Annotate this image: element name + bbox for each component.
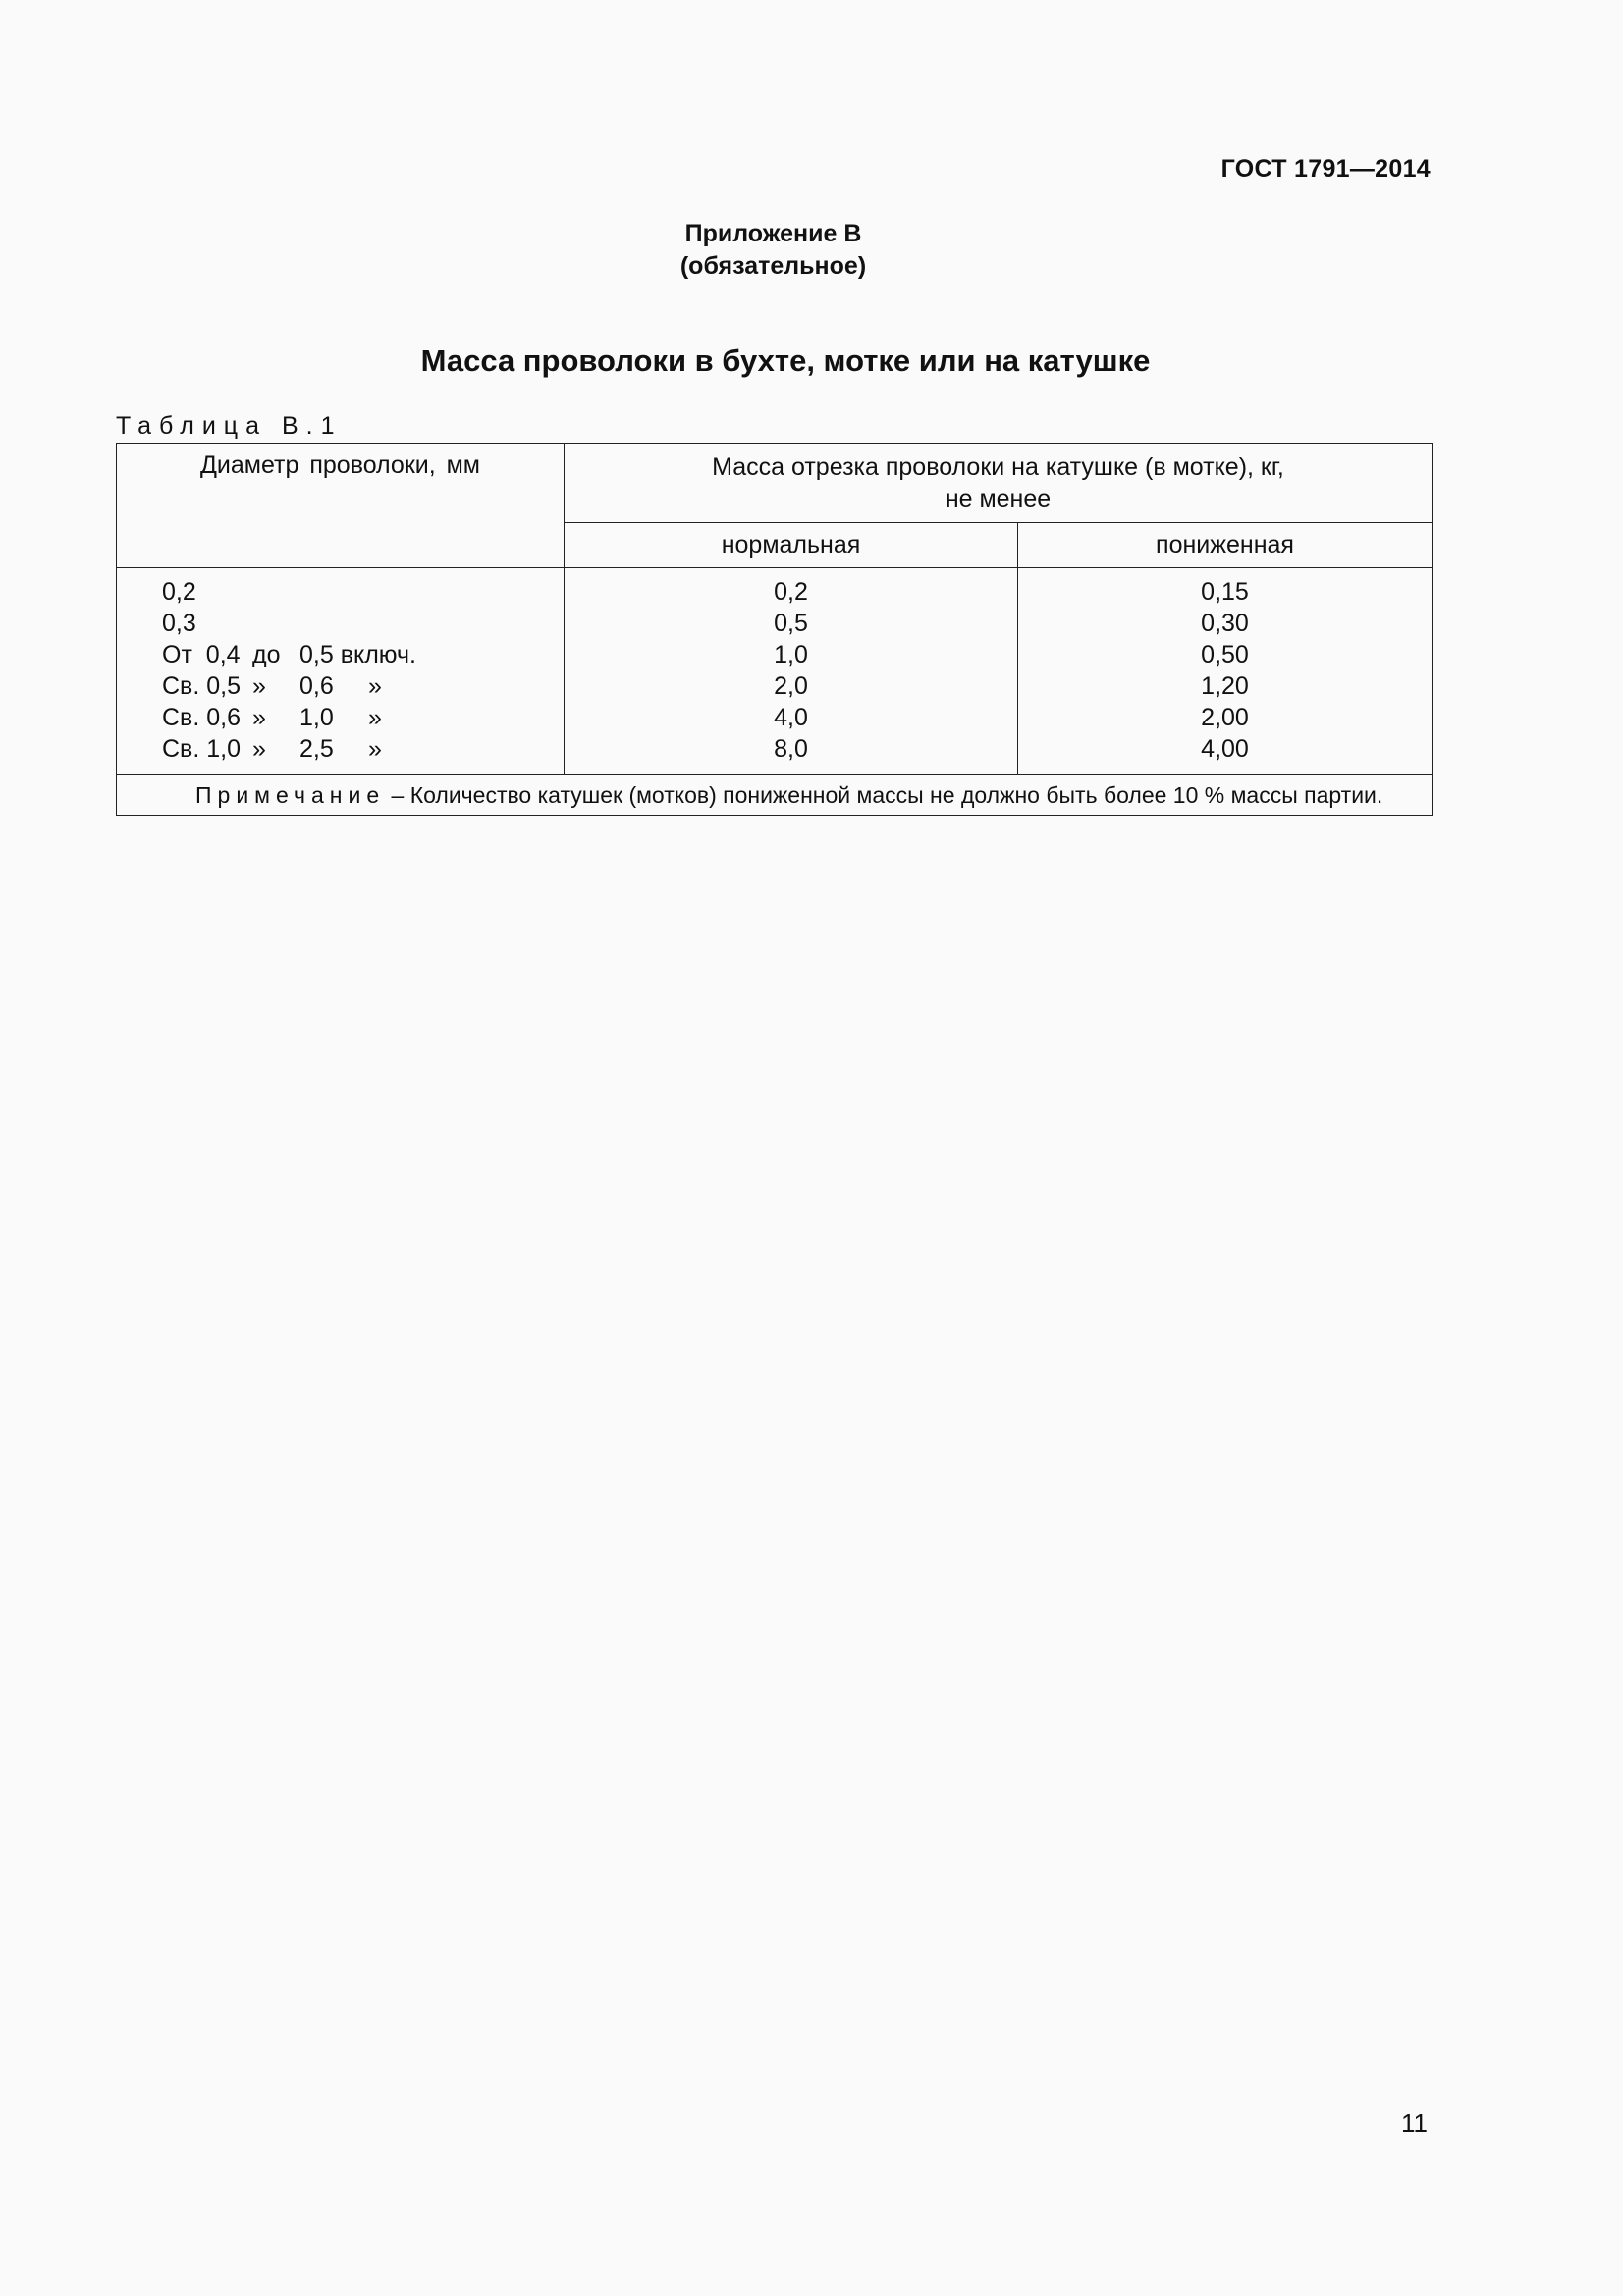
table-caption: Таблица В.1 xyxy=(116,412,343,440)
note-text: – Количество катушек (мотков) пониженной массы не должно быть более 10 % массы партии. xyxy=(385,782,1383,808)
table-body-row xyxy=(117,568,1433,775)
diameter-part: » xyxy=(252,672,266,700)
diameter-part: » xyxy=(368,735,382,763)
normal-value: 0,2 xyxy=(774,578,808,606)
diameter-part: » xyxy=(252,735,266,763)
diameter-value xyxy=(162,733,564,765)
normal-value: 1,0 xyxy=(774,641,808,668)
diameter-column xyxy=(117,568,565,775)
table-header-row xyxy=(117,444,1433,523)
header-reduced: пониженная xyxy=(1018,522,1433,567)
normal-value: 8,0 xyxy=(774,735,808,763)
diameter-part: 0,2 xyxy=(162,578,196,606)
diameter-part: » xyxy=(368,672,382,700)
diameter-part: » xyxy=(368,704,382,731)
normal-value: 0,5 xyxy=(774,610,808,637)
reduced-value: 0,50 xyxy=(1201,641,1249,668)
appendix-heading xyxy=(0,218,1546,283)
diameter-part: Св. 1,0 xyxy=(162,735,241,763)
diameter-value xyxy=(162,702,564,733)
mass-table xyxy=(116,443,1433,816)
document-code: ГОСТ 1791—2014 xyxy=(1220,155,1431,183)
normal-value: 4,0 xyxy=(774,704,808,731)
diameter-part xyxy=(252,576,299,608)
appendix-title: Приложение В xyxy=(684,220,862,247)
diameter-list xyxy=(117,576,564,765)
diameter-value xyxy=(162,608,564,639)
reduced-value: 1,20 xyxy=(1201,672,1249,700)
header-mass-line1: Масса отрезка проволоки на катушке (в мотке), кг, xyxy=(712,454,1284,481)
diameter-part xyxy=(299,608,368,639)
diameter-part: 0,3 xyxy=(162,610,196,637)
diameter-part: до xyxy=(252,641,281,668)
header-diameter: Диаметр проволоки, мм xyxy=(117,444,565,568)
diameter-part: 0,5 включ. xyxy=(299,641,416,668)
header-mass xyxy=(565,444,1433,523)
note-label: Примечание xyxy=(195,782,386,808)
reduced-value: 0,15 xyxy=(1201,578,1249,606)
normal-value: 2,0 xyxy=(774,672,808,700)
reduced-value: 0,30 xyxy=(1201,610,1249,637)
page-number: 11 xyxy=(1401,2109,1428,2138)
diameter-part: 2,5 xyxy=(299,735,334,763)
normal-column xyxy=(565,568,1018,775)
reduced-value: 2,00 xyxy=(1201,704,1249,731)
diameter-part: Св. 0,6 xyxy=(162,704,241,731)
diameter-part: » xyxy=(252,704,266,731)
reduced-column xyxy=(1018,568,1433,775)
diameter-part: От 0,4 xyxy=(162,641,241,668)
page-title: Масса проволоки в бухте, мотке или на катушке xyxy=(420,344,1151,378)
diameter-value xyxy=(162,670,564,702)
table-note xyxy=(117,775,1433,816)
diameter-part xyxy=(299,576,368,608)
table-note-row xyxy=(117,775,1433,816)
header-normal: нормальная xyxy=(565,522,1018,567)
reduced-value: 4,00 xyxy=(1201,735,1249,763)
header-mass-line2: не менее xyxy=(945,485,1052,512)
diameter-part: 0,6 xyxy=(299,672,334,700)
appendix-status: (обязательное) xyxy=(679,252,867,280)
diameter-part xyxy=(252,608,299,639)
diameter-value xyxy=(162,576,564,608)
diameter-part: 1,0 xyxy=(299,704,334,731)
diameter-value xyxy=(162,639,564,670)
diameter-part: Св. 0,5 xyxy=(162,672,241,700)
